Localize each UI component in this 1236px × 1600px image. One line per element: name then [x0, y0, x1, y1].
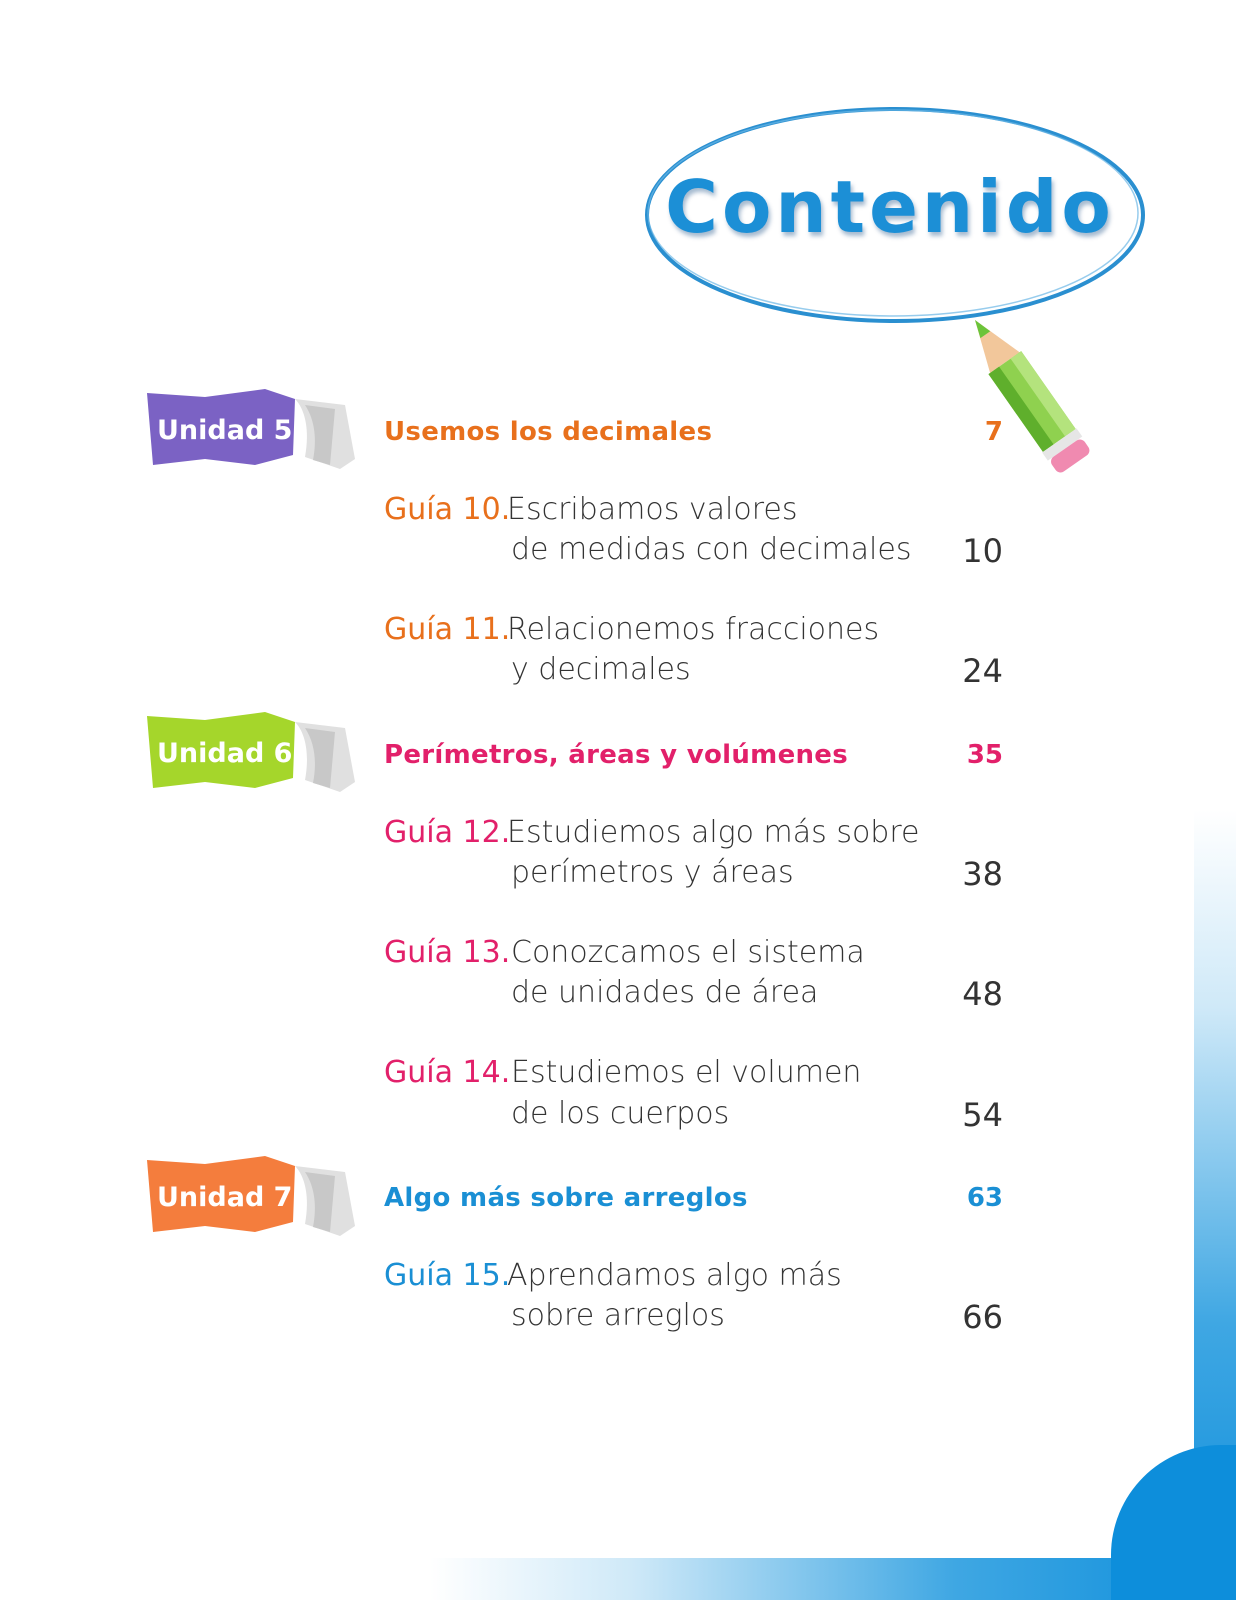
- guide-page-number: 48: [962, 975, 1003, 1013]
- unit-7-tab: [145, 1152, 365, 1244]
- unit-page-number: 7: [984, 417, 1003, 447]
- guide-label: Guía 11.: [384, 612, 511, 647]
- unit-page-number: 63: [966, 1183, 1003, 1213]
- unit-title: Usemos los decimales: [384, 417, 713, 447]
- guide-title-line1: Conozcamos el sistema: [511, 935, 865, 970]
- guide-label: Guía 13.: [384, 935, 511, 970]
- unit-title: Algo más sobre arreglos: [384, 1183, 748, 1213]
- guide-title-line2: sobre arreglos: [511, 1298, 725, 1333]
- guide-label: Guía 14.: [384, 1055, 511, 1090]
- guide-title-line2: perímetros y áreas: [511, 855, 794, 890]
- guide-title-line2: de medidas con decimales: [511, 532, 912, 567]
- unit-5-tab: [145, 385, 365, 477]
- unit-label: Unidad 7: [157, 1182, 293, 1213]
- unit-title: Perímetros, áreas y volúmenes: [384, 740, 849, 770]
- guide-title-line1: Estudiemos el volumen: [511, 1055, 862, 1090]
- guide-page-number: 24: [962, 652, 1003, 690]
- guide-label: Guía 10.: [384, 492, 511, 527]
- guide-title-line2: de los cuerpos: [511, 1096, 730, 1131]
- guide-title-line1: Aprendamos algo más: [507, 1258, 842, 1293]
- guide-page-number: 54: [962, 1096, 1003, 1134]
- guide-label: Guía 15.: [384, 1258, 511, 1293]
- unit-label: Unidad 5: [157, 415, 293, 446]
- guide-title-line1: Relacionemos fracciones: [507, 612, 880, 647]
- guide-page-number: 38: [962, 855, 1003, 893]
- unit-label: Unidad 6: [157, 738, 293, 769]
- unit-page-number: 35: [966, 740, 1003, 770]
- guide-page-number: 10: [962, 532, 1003, 570]
- guide-title-line2: de unidades de área: [511, 975, 819, 1010]
- decorative-frame-corner: [1111, 1445, 1236, 1600]
- guide-page-number: 66: [962, 1298, 1003, 1336]
- page-title: Contenido: [665, 165, 1115, 249]
- unit-6-tab: [145, 708, 365, 800]
- guide-title-line2: y decimales: [511, 652, 691, 687]
- guide-title-line1: Escribamos valores: [507, 492, 798, 527]
- guide-title-line1: Estudiemos algo más sobre: [507, 815, 920, 850]
- guide-label: Guía 12.: [384, 815, 511, 850]
